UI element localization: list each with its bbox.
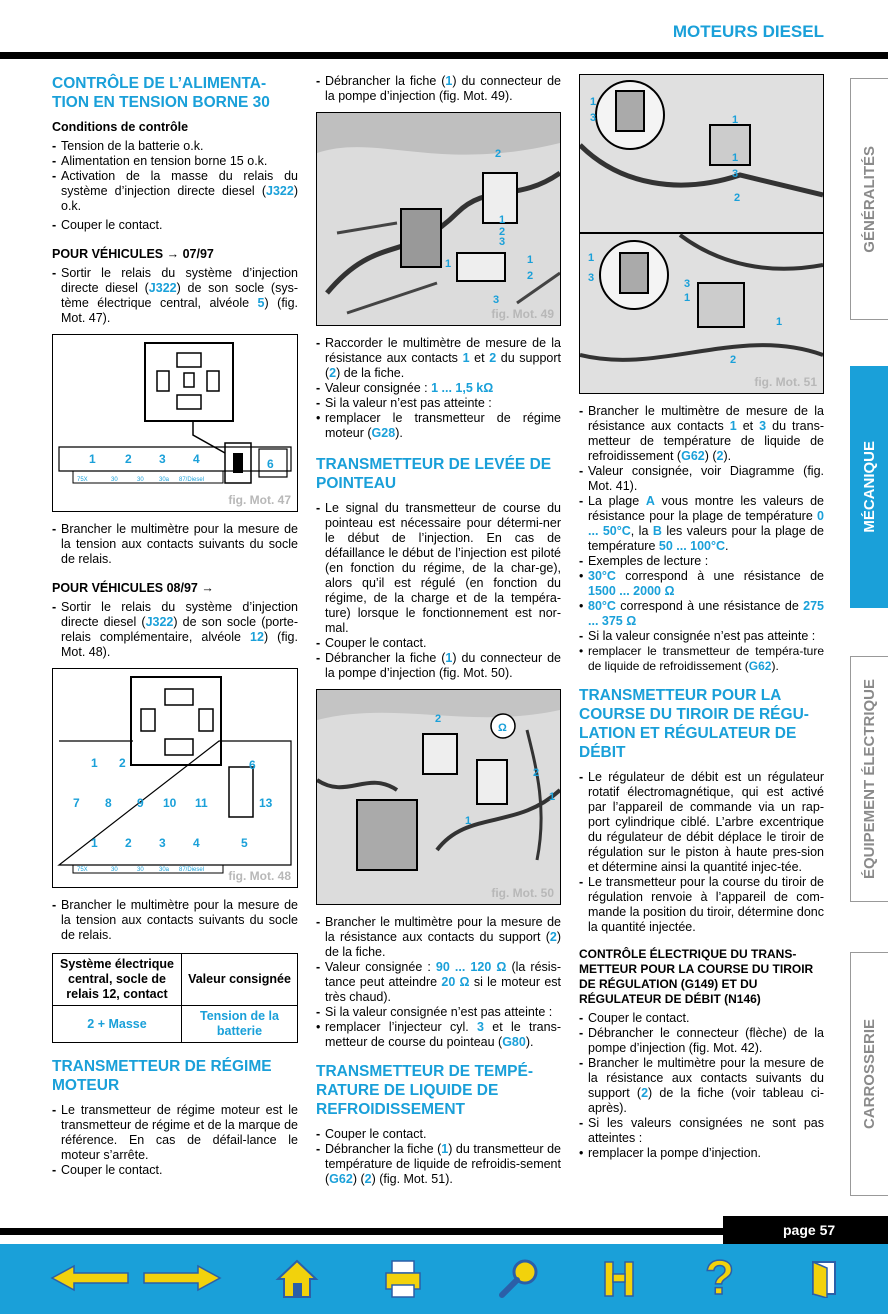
relay-label: 1 xyxy=(91,836,98,850)
figure-label: 3 xyxy=(493,294,500,306)
figure-mot-51 xyxy=(579,74,824,394)
bullet-item: • remplacer l’injecteur cyl. 3 et le trans-metteur de course du pointeau (G80). xyxy=(316,1020,561,1050)
coolant-temperature-sensor-photo xyxy=(580,75,823,393)
step-item: - Débrancher la fiche (1) du transmetteur de température de liquide de refroidis-sement (G62) (2) (fig. Mot. 51). xyxy=(316,1142,561,1187)
step-item: - Couper le contact. xyxy=(52,1163,298,1178)
figure-caption: fig. Mot. 47 xyxy=(228,493,291,507)
figure-mot-47 xyxy=(52,334,298,512)
tab-equipement-electrique[interactable]: ÉQUIPEMENT ÉLECTRIQUE xyxy=(850,656,888,902)
condition-item: - Tension de la batterie o.k. xyxy=(52,139,298,154)
arrow-right-icon[interactable] xyxy=(142,1254,222,1302)
step-item: - Valeur consignée, voir Diagramme (fig. Mot. 41). xyxy=(579,464,824,494)
step-item: - Couper le contact. xyxy=(316,636,561,651)
strip-label: 30a xyxy=(159,867,170,873)
table-cell: 2 + Masse xyxy=(53,1006,182,1043)
svg-text:?: ? xyxy=(705,1254,735,1302)
step-item: - La plage A vous montre les valeurs de résistance pour la plage de température 0 ... 50°C, la B les valeurs pour la plage de température 50 ... 100°C. xyxy=(579,494,824,554)
relay-label: 4 xyxy=(193,836,200,850)
figure-mot-48 xyxy=(52,668,298,888)
tab-generalites[interactable]: GÉNÉRALITÉS xyxy=(850,78,888,320)
strip-label: 30 xyxy=(111,867,118,873)
spec-table xyxy=(52,953,298,1043)
help-icon[interactable] xyxy=(698,1254,754,1302)
relay-label: 1 xyxy=(91,756,98,770)
section-title-pointeau: TRANSMETTEUR DE LEVÉE DE POINTEAU xyxy=(316,456,552,492)
subheading-vehicles-after: POUR VÉHICULES 08/97 → xyxy=(52,581,214,595)
relay-label: 11 xyxy=(195,796,208,810)
figure-label: 1 xyxy=(465,815,472,827)
figure-label: 2 xyxy=(495,148,502,160)
relay-label: 2 xyxy=(125,452,132,466)
relay-label: 6 xyxy=(249,758,256,772)
figure-caption: fig. Mot. 49 xyxy=(491,307,554,321)
figure-label: 3 xyxy=(499,236,506,248)
figure-label: 1 xyxy=(588,252,595,264)
step-item: - Le transmetteur de régime moteur est le transmetteur de régime et de la marque de référence. En cas de défail-lance le moteur s’arrête. xyxy=(52,1103,298,1163)
step-item: - Exemples de lecture : xyxy=(579,554,824,569)
search-icon[interactable] xyxy=(494,1254,544,1302)
step-item: - Le régulateur de débit est un régulateur rotatif électromagnétique, qui est activé par l’appareil de commande via un rap-port cylindrique ciblé. L’arbre excentrique du régulateur de débit déplace le tiroir de régulation sur le piston à haute pres-sion et détermine ainsi la quantité injec-tée. xyxy=(579,770,824,875)
figure-label: 2 xyxy=(527,270,534,282)
relay-label: 6 xyxy=(267,457,274,471)
step-item: - Si les valeurs consignées ne sont pas atteintes : xyxy=(579,1116,824,1146)
figure-label: 1 xyxy=(684,292,691,304)
figure-label: 1 xyxy=(732,152,739,164)
step-item: - Couper le contact. xyxy=(52,218,298,233)
relay-label: 13 xyxy=(259,796,273,810)
figure-caption: fig. Mot. 48 xyxy=(228,869,291,883)
print-icon[interactable] xyxy=(378,1254,428,1302)
strip-label: 30a xyxy=(159,477,170,483)
step-item: - Si la valeur consignée n’est pas atteinte : xyxy=(316,1005,561,1020)
bullet-item: • remplacer la pompe d’injection. xyxy=(579,1146,824,1161)
figure-label: 1 xyxy=(527,254,534,266)
condition-item: - Activation de la masse du relais du système d’injection directe diesel (J322) o.k. xyxy=(52,169,298,214)
relay-label: 4 xyxy=(193,452,200,466)
step-item: - Débrancher le connecteur (flèche) de la pompe d’injection (fig. Mot. 42). xyxy=(579,1026,824,1056)
step-item: - Valeur consignée : 90 ... 120 Ω (la résis-tance peut atteindre 20 Ω si le moteur est très chaud). xyxy=(316,960,561,1005)
relay-label: 8 xyxy=(105,796,112,810)
relay-label: 10 xyxy=(163,796,177,810)
strip-label: 75X xyxy=(77,477,88,483)
figure-mot-49 xyxy=(316,112,561,326)
bullet-item: • remplacer le transmetteur de tempéra-ture de liquide de refroidissement (G62). xyxy=(579,644,824,674)
ohm-symbol: Ω xyxy=(498,722,507,734)
step-item: - Valeur consignée : 1 ... 1,5 kΩ xyxy=(316,381,561,396)
relay-label: 2 xyxy=(119,756,126,770)
figure-label: 2 xyxy=(533,767,540,779)
figure-caption: fig. Mot. 51 xyxy=(754,375,817,389)
tab-carrosserie[interactable]: CARROSSERIE xyxy=(850,952,888,1196)
navigation-bar xyxy=(0,1244,888,1314)
step-item: - Le signal du transmetteur de course du pointeau est nécessaire pour détermi-ner le début de l’injection. En cas de défaillance le début de l’injection est piloté (en fonction du régime, de la char-ge), alors qu’il est régulé (en fonction du régime, de la charge et de la tempéra-ture) lorsque le fonctionnement est nor-mal. xyxy=(316,501,561,636)
home-icon[interactable] xyxy=(272,1254,322,1302)
relay-label: 3 xyxy=(159,452,166,466)
figure-label: 1 xyxy=(549,791,556,803)
figure-label: 1 xyxy=(776,316,783,328)
relay-label: 2 xyxy=(125,836,132,850)
index-icon[interactable] xyxy=(594,1254,644,1302)
section-header: MOTEURS DIESEL xyxy=(672,22,824,41)
column-3 xyxy=(579,74,824,1161)
section-title-regime: TRANSMETTEUR DE RÉGIME MOTEUR xyxy=(52,1058,272,1094)
relay-box-diagram xyxy=(53,335,297,511)
step-item: - Brancher le multimètre pour la mesure de la tension aux contacts suivants du socle de relais. xyxy=(52,522,298,567)
condition-item: - Alimentation en tension borne 15 o.k. xyxy=(52,154,298,169)
figure-label: 3 xyxy=(732,168,739,180)
step-item: - Brancher le multimètre pour la mesure de la résistance aux contacts suivants du support (2) de la fiche (voir tableau ci-après). xyxy=(579,1056,824,1116)
table-header: Système électrique central, socle de relais 12, contact xyxy=(53,954,182,1006)
column-2 xyxy=(316,74,561,1187)
figure-label: 2 xyxy=(435,713,442,725)
exit-icon[interactable] xyxy=(804,1254,844,1302)
step-item: - Brancher le multimètre pour la mesure de la tension aux contacts suivants du socle de relais. xyxy=(52,898,298,943)
relay-label: 1 xyxy=(89,452,96,466)
top-rule xyxy=(0,52,888,59)
page-number: page 57 xyxy=(723,1216,888,1244)
step-item: - Raccorder le multimètre de mesure de la résistance aux contacts 1 et 2 du support (2) de la fiche. xyxy=(316,336,561,381)
figure-mot-50 xyxy=(316,689,561,905)
relay-label: 5 xyxy=(241,836,248,850)
subheading-electrical-check: CONTRÔLE ÉLECTRIQUE DU TRANS-METTEUR POUR LA COURSE DU TIROIR DE RÉGULATION (G149) ET DU RÉGULATEUR DE DÉBIT (N146) xyxy=(579,947,814,1006)
relay-label: 3 xyxy=(159,836,166,850)
strip-label: 30 xyxy=(137,477,144,483)
figure-label: 3 xyxy=(684,278,691,290)
column-1 xyxy=(52,74,298,1178)
step-item: - Sortir le relais du système d’injection directe diesel (J322) de son socle (porte-relais complémentaire, alvéole 12) (fig. Mot. 48). xyxy=(52,600,298,660)
arrow-left-icon[interactable] xyxy=(50,1254,130,1302)
subheading-vehicles-before: POUR VÉHICULES → 07/97 xyxy=(52,247,214,261)
relay-label: 9 xyxy=(137,796,144,810)
section-title-temperature: TRANSMETTEUR DE TEMPÉ-RATURE DE LIQUIDE DE REFROIDISSEMENT xyxy=(316,1063,533,1118)
figure-label: 1 xyxy=(732,114,739,126)
bullet-item: • 30°C correspond à une résistance de 1500 ... 2000 Ω xyxy=(579,569,824,599)
strip-label: 30 xyxy=(111,477,118,483)
relay-label: 7 xyxy=(73,796,80,810)
table-cell: Tension de la batterie xyxy=(182,1006,298,1043)
figure-label: 1 xyxy=(499,214,506,226)
table-header: Valeur consignée xyxy=(182,954,298,1006)
bullet-item: • remplacer le transmetteur de régime moteur (G28). xyxy=(316,411,561,441)
conditions-heading: Conditions de contrôle xyxy=(52,120,189,134)
step-item: - Sortir le relais du système d’injection directe diesel (J322) de son socle (sys-tème électrique central, alvéole 5) (fig. Mot. 47). xyxy=(52,266,298,326)
figure-label: 2 xyxy=(499,226,506,238)
step-item: - Couper le contact. xyxy=(316,1127,561,1142)
figure-caption: fig. Mot. 50 xyxy=(491,886,554,900)
step-item: - Brancher le multimètre pour la mesure de la résistance aux contacts du support (2) de la fiche. xyxy=(316,915,561,960)
step-item: - Débrancher la fiche (1) du connecteur de la pompe d’injection (fig. Mot. 50). xyxy=(316,651,561,681)
figure-label: 3 xyxy=(590,112,597,124)
figure-label: 1 xyxy=(590,96,597,108)
strip-label: 87/Diesel xyxy=(179,867,205,873)
step-item: - Débrancher la fiche (1) du connecteur de la pompe d’injection (fig. Mot. 49). xyxy=(316,74,561,104)
step-item: - Brancher le multimètre de mesure de la résistance aux contacts 1 et 3 du trans-metteur de température de liquide de refroidissement (G62) (2). xyxy=(579,404,824,464)
bullet-item: • 80°C correspond à une résistance de 275 ... 375 Ω xyxy=(579,599,824,629)
step-item: - Le transmetteur pour la course du tiroir de régulation renvoie à l’appareil de com-mande la position du tiroir, détermine donc la quantité injectée. xyxy=(579,875,824,935)
relay-holder-diagram xyxy=(53,669,297,887)
figure-label: 2 xyxy=(734,192,741,204)
tab-mecanique[interactable]: MÉCANIQUE xyxy=(850,366,888,608)
strip-label: 30 xyxy=(137,867,144,873)
step-item: - Couper le contact. xyxy=(579,1011,824,1026)
figure-label: 3 xyxy=(588,272,595,284)
figure-label: 1 xyxy=(445,258,452,270)
strip-label: 87/Diesel xyxy=(179,477,205,483)
figure-label: 2 xyxy=(730,354,737,366)
section-title-tiroir: TRANSMETTEUR POUR LA COURSE DU TIROIR DE RÉGU-LATION ET RÉGULATEUR DE DÉBIT xyxy=(579,687,809,761)
step-item: - Si la valeur consignée n’est pas atteinte : xyxy=(579,629,824,644)
needle-lift-sensor-photo xyxy=(317,690,560,904)
step-item: - Si la valeur n’est pas atteinte : xyxy=(316,396,561,411)
section-title-alimentation: CONTRÔLE DE L’ALIMENTA-TION EN TENSION BORNE 30 xyxy=(52,75,270,111)
injection-pump-connector-photo xyxy=(317,113,560,325)
strip-label: 75X xyxy=(77,867,88,873)
